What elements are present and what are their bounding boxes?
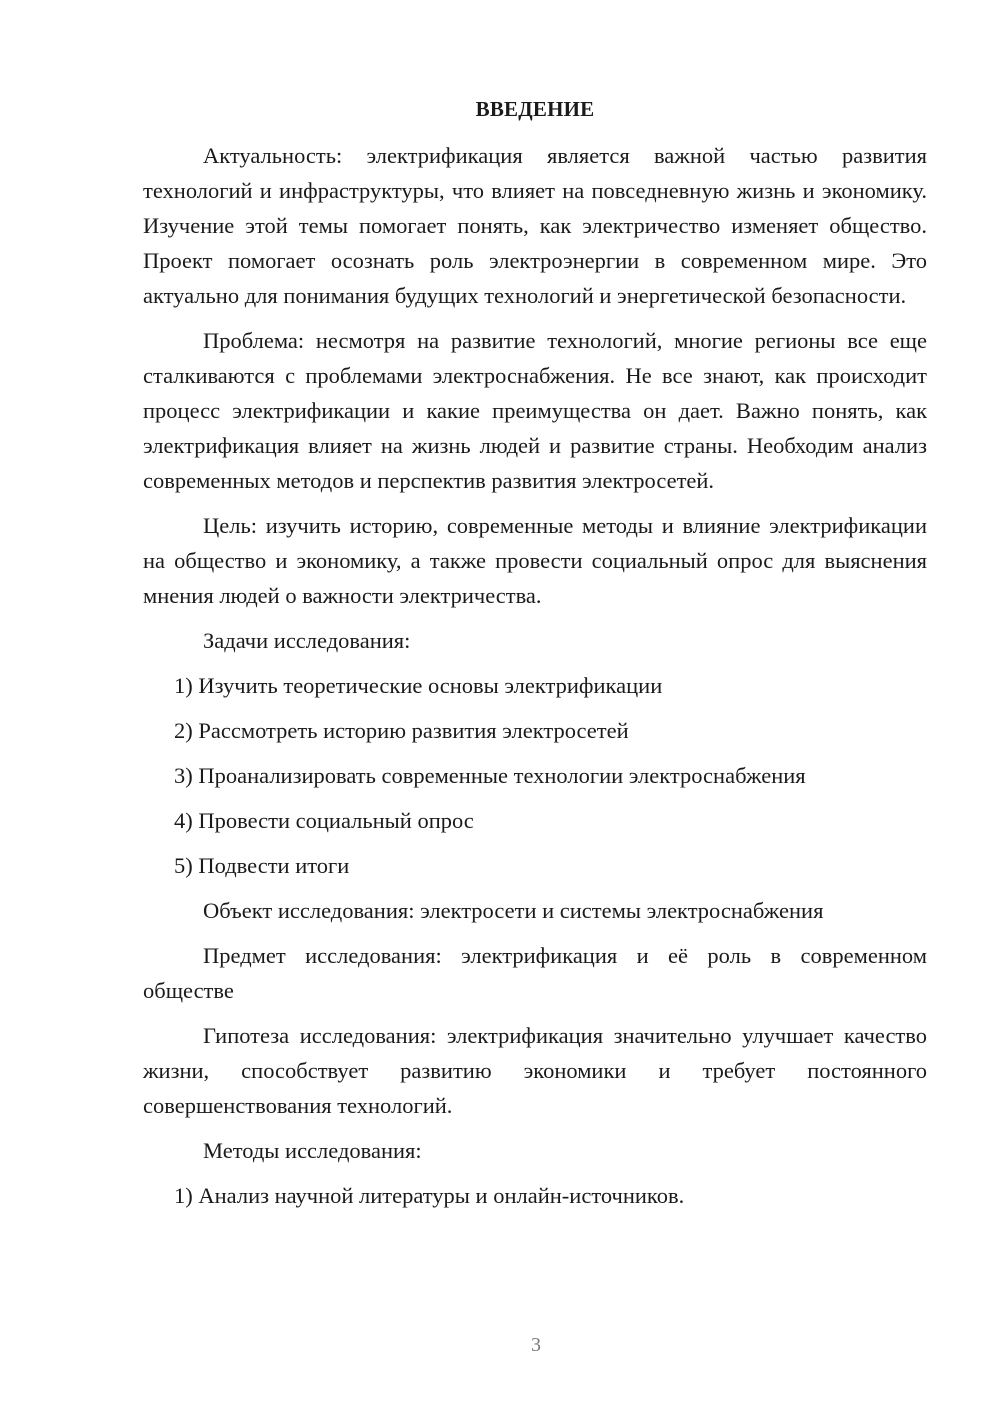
list-item: 5) Подвести итоги [174, 853, 350, 878]
tasks-heading: Задачи исследования: [203, 628, 411, 653]
methods-heading: Методы исследования: [203, 1138, 422, 1163]
section-title: ВВЕДЕНИЕ [475, 97, 595, 121]
list-item: 1) Анализ научной литературы и онлайн-источников. [174, 1183, 685, 1208]
object-line: Объект исследования: электросети и системы электроснабжения [203, 898, 824, 923]
list-item: 1) Изучить теоретические основы электрификации [174, 673, 663, 698]
goal-paragraph: Цель: изучить историю, современные методы и влияние электрификации на общество и экономику, а также провести социальный опрос для выяснения мнения людей о важности электричества. [143, 513, 927, 608]
list-item: 4) Провести социальный опрос [174, 808, 474, 833]
methods-list [143, 1178, 927, 1213]
problem-paragraph: Проблема: несмотря на развитие технологий, многие регионы все еще сталкиваются с проблемами электроснабжения. Не все знают, как происходит процесс электрификации и какие преимущества он дает. Важно понять, как электрификация влияет на жизнь людей и развитие страны. Необходим анализ современных методов и перспектив развития электросетей. [143, 328, 927, 493]
list-item: 2) Рассмотреть историю развития электросетей [174, 718, 629, 743]
subject-paragraph: Предмет исследования: электрификация и её роль в современном обществе [143, 943, 927, 1003]
relevance-paragraph: Актуальность: электрификация является важной частью развития технологий и инфраструктуры, что влияет на повседневную жизнь и экономику. Изучение этой темы помогает понять, как электричество изменяет общество. Проект помогает осознать роль электроэнергии в современном мире. Это актуально для понимания будущих технологий и энергетической безопасности. [143, 143, 927, 308]
tasks-list [143, 668, 927, 883]
document-page [143, 92, 927, 1223]
page-number: 3 [531, 1334, 541, 1356]
list-item: 3) Проанализировать современные технологии электроснабжения [174, 763, 806, 788]
hypothesis-paragraph: Гипотеза исследования: электрификация значительно улучшает качество жизни, способствует развитию экономики и требует постоянного совершенствования технологий. [143, 1023, 927, 1118]
